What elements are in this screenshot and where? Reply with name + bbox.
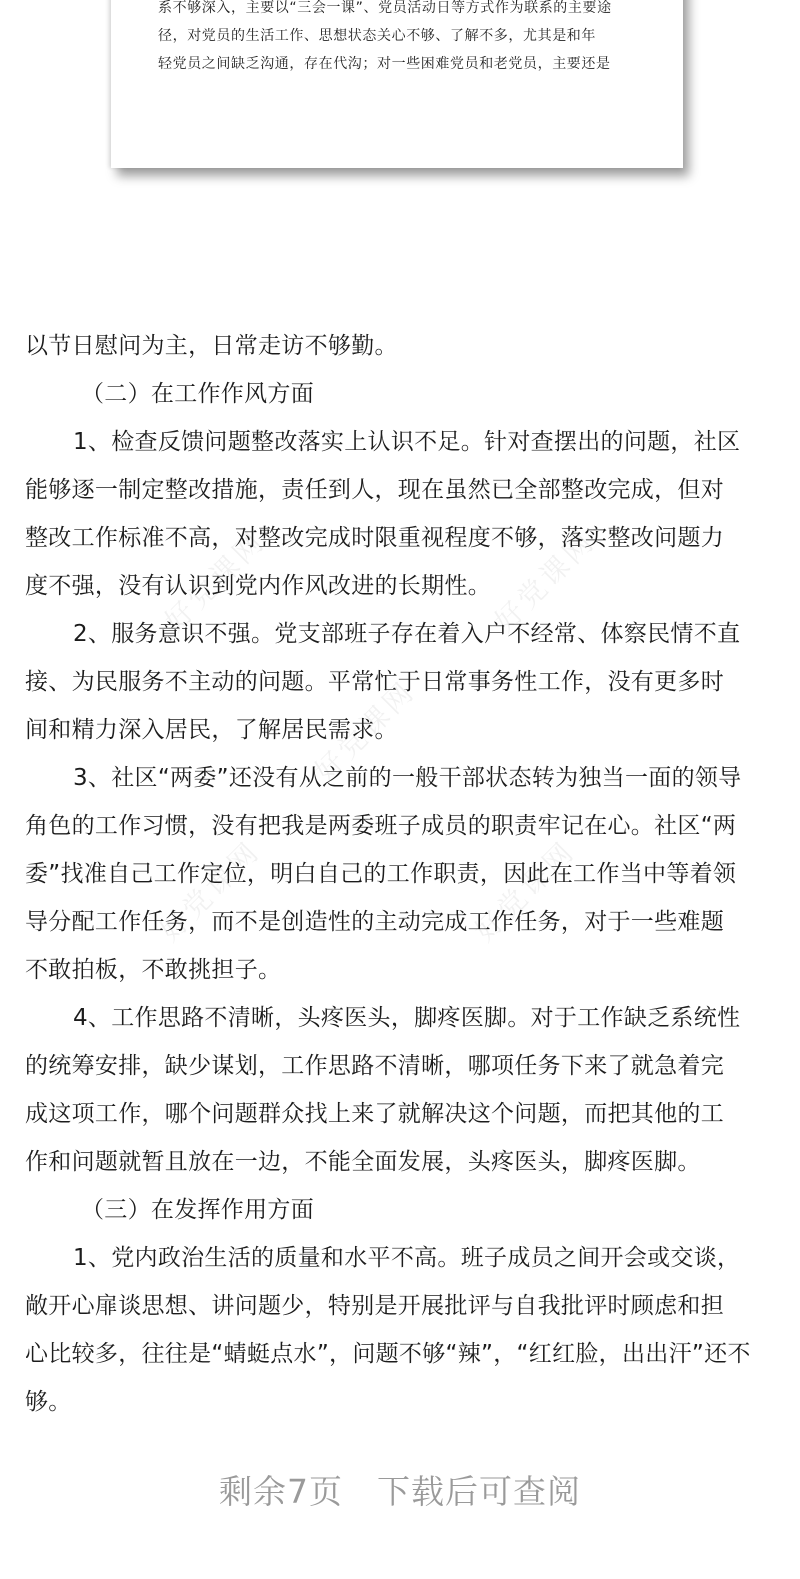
preview-card-text [158,0,638,78]
preview-card-line: 系不够深入，主要以“三会一课”、党员活动日等方式作为联系的主要途 [158,0,612,16]
watermark: 好党课网 [468,834,582,948]
section-heading: （二）在工作作风方面 [81,381,314,407]
document-line: 以节日慰问为主，日常走访不够勤。 [25,333,398,359]
document-line: 作和问题就暂且放在一边，不能全面发展，头疼医头，脚疼医脚。 [25,1149,701,1175]
watermark: 好党课网 [153,834,267,948]
document-line: 接、为民服务不主动的问题。平常忙于日常事务性工作，没有更多时 [25,669,724,695]
remaining-pages-notice[interactable] [0,1466,800,1513]
document-line: 间和精力深入居民，了解居民需求。 [25,717,398,743]
document-line: 委”找准自己工作定位，明白自己的工作职责，因此在工作当中等着领 [25,861,737,887]
remaining-pages-count: 剩余7页 [219,1472,343,1511]
preview-page-card [111,0,683,168]
watermark: 好党课网 [158,524,272,638]
preview-card-line: 轻党员之间缺乏沟通，存在代沟；对一些困难党员和老党员，主要还是 [158,56,611,72]
document-line: 的统筹安排，缺少谋划，工作思路不清晰，哪项任务下来了就急着完 [25,1053,724,1079]
watermark: 好党课网 [308,674,422,788]
document-line: 1、党内政治生活的质量和水平不高。班子成员之间开会或交谈， [73,1245,741,1271]
preview-card-line: 径，对党员的生活工作、思想状态关心不够、了解不多，尤其是和年 [158,28,596,44]
document-line: 心比较多，往往是“蜻蜓点水”，问题不够“辣”，“红红脸，出出汗”还不 [25,1341,751,1367]
document-line: 4、工作思路不清晰，头疼医头，脚疼医脚。对于工作缺乏系统性 [73,1005,741,1031]
document-line: 3、社区“两委”还没有从之前的一般干部状态转为独当一面的领导 [73,765,742,791]
download-hint: 下载后可查阅 [377,1472,581,1511]
document-line: 够。 [25,1389,72,1415]
document-line: 能够逐一制定整改措施，责任到人，现在虽然已全部整改完成，但对 [25,477,724,503]
document-line: 角色的工作习惯，没有把我是两委班子成员的职责牢记在心。社区“两 [25,813,737,839]
section-heading: （三）在发挥作用方面 [81,1197,314,1223]
watermark: 好党课网 [488,524,602,638]
document-line: 导分配工作任务，而不是创造性的主动完成工作任务，对于一些难题 [25,909,724,935]
document-line: 1、检查反馈问题整改落实上认识不足。针对查摆出的问题，社区 [73,429,741,455]
document-line: 2、服务意识不强。党支部班子存在着入户不经常、体察民情不直 [73,621,741,647]
document-line: 度不强，没有认识到党内作风改进的长期性。 [25,573,491,599]
document-line: 敞开心扉谈思想、讲问题少，特别是开展批评与自我批评时顾虑和担 [25,1293,724,1319]
document-line: 整改工作标准不高，对整改完成时限重视程度不够，落实整改问题力 [25,525,724,551]
document-body [25,322,777,1426]
document-line: 成这项工作，哪个问题群众找上来了就解决这个问题，而把其他的工 [25,1101,724,1127]
document-line: 不敢拍板，不敢挑担子。 [25,957,282,983]
